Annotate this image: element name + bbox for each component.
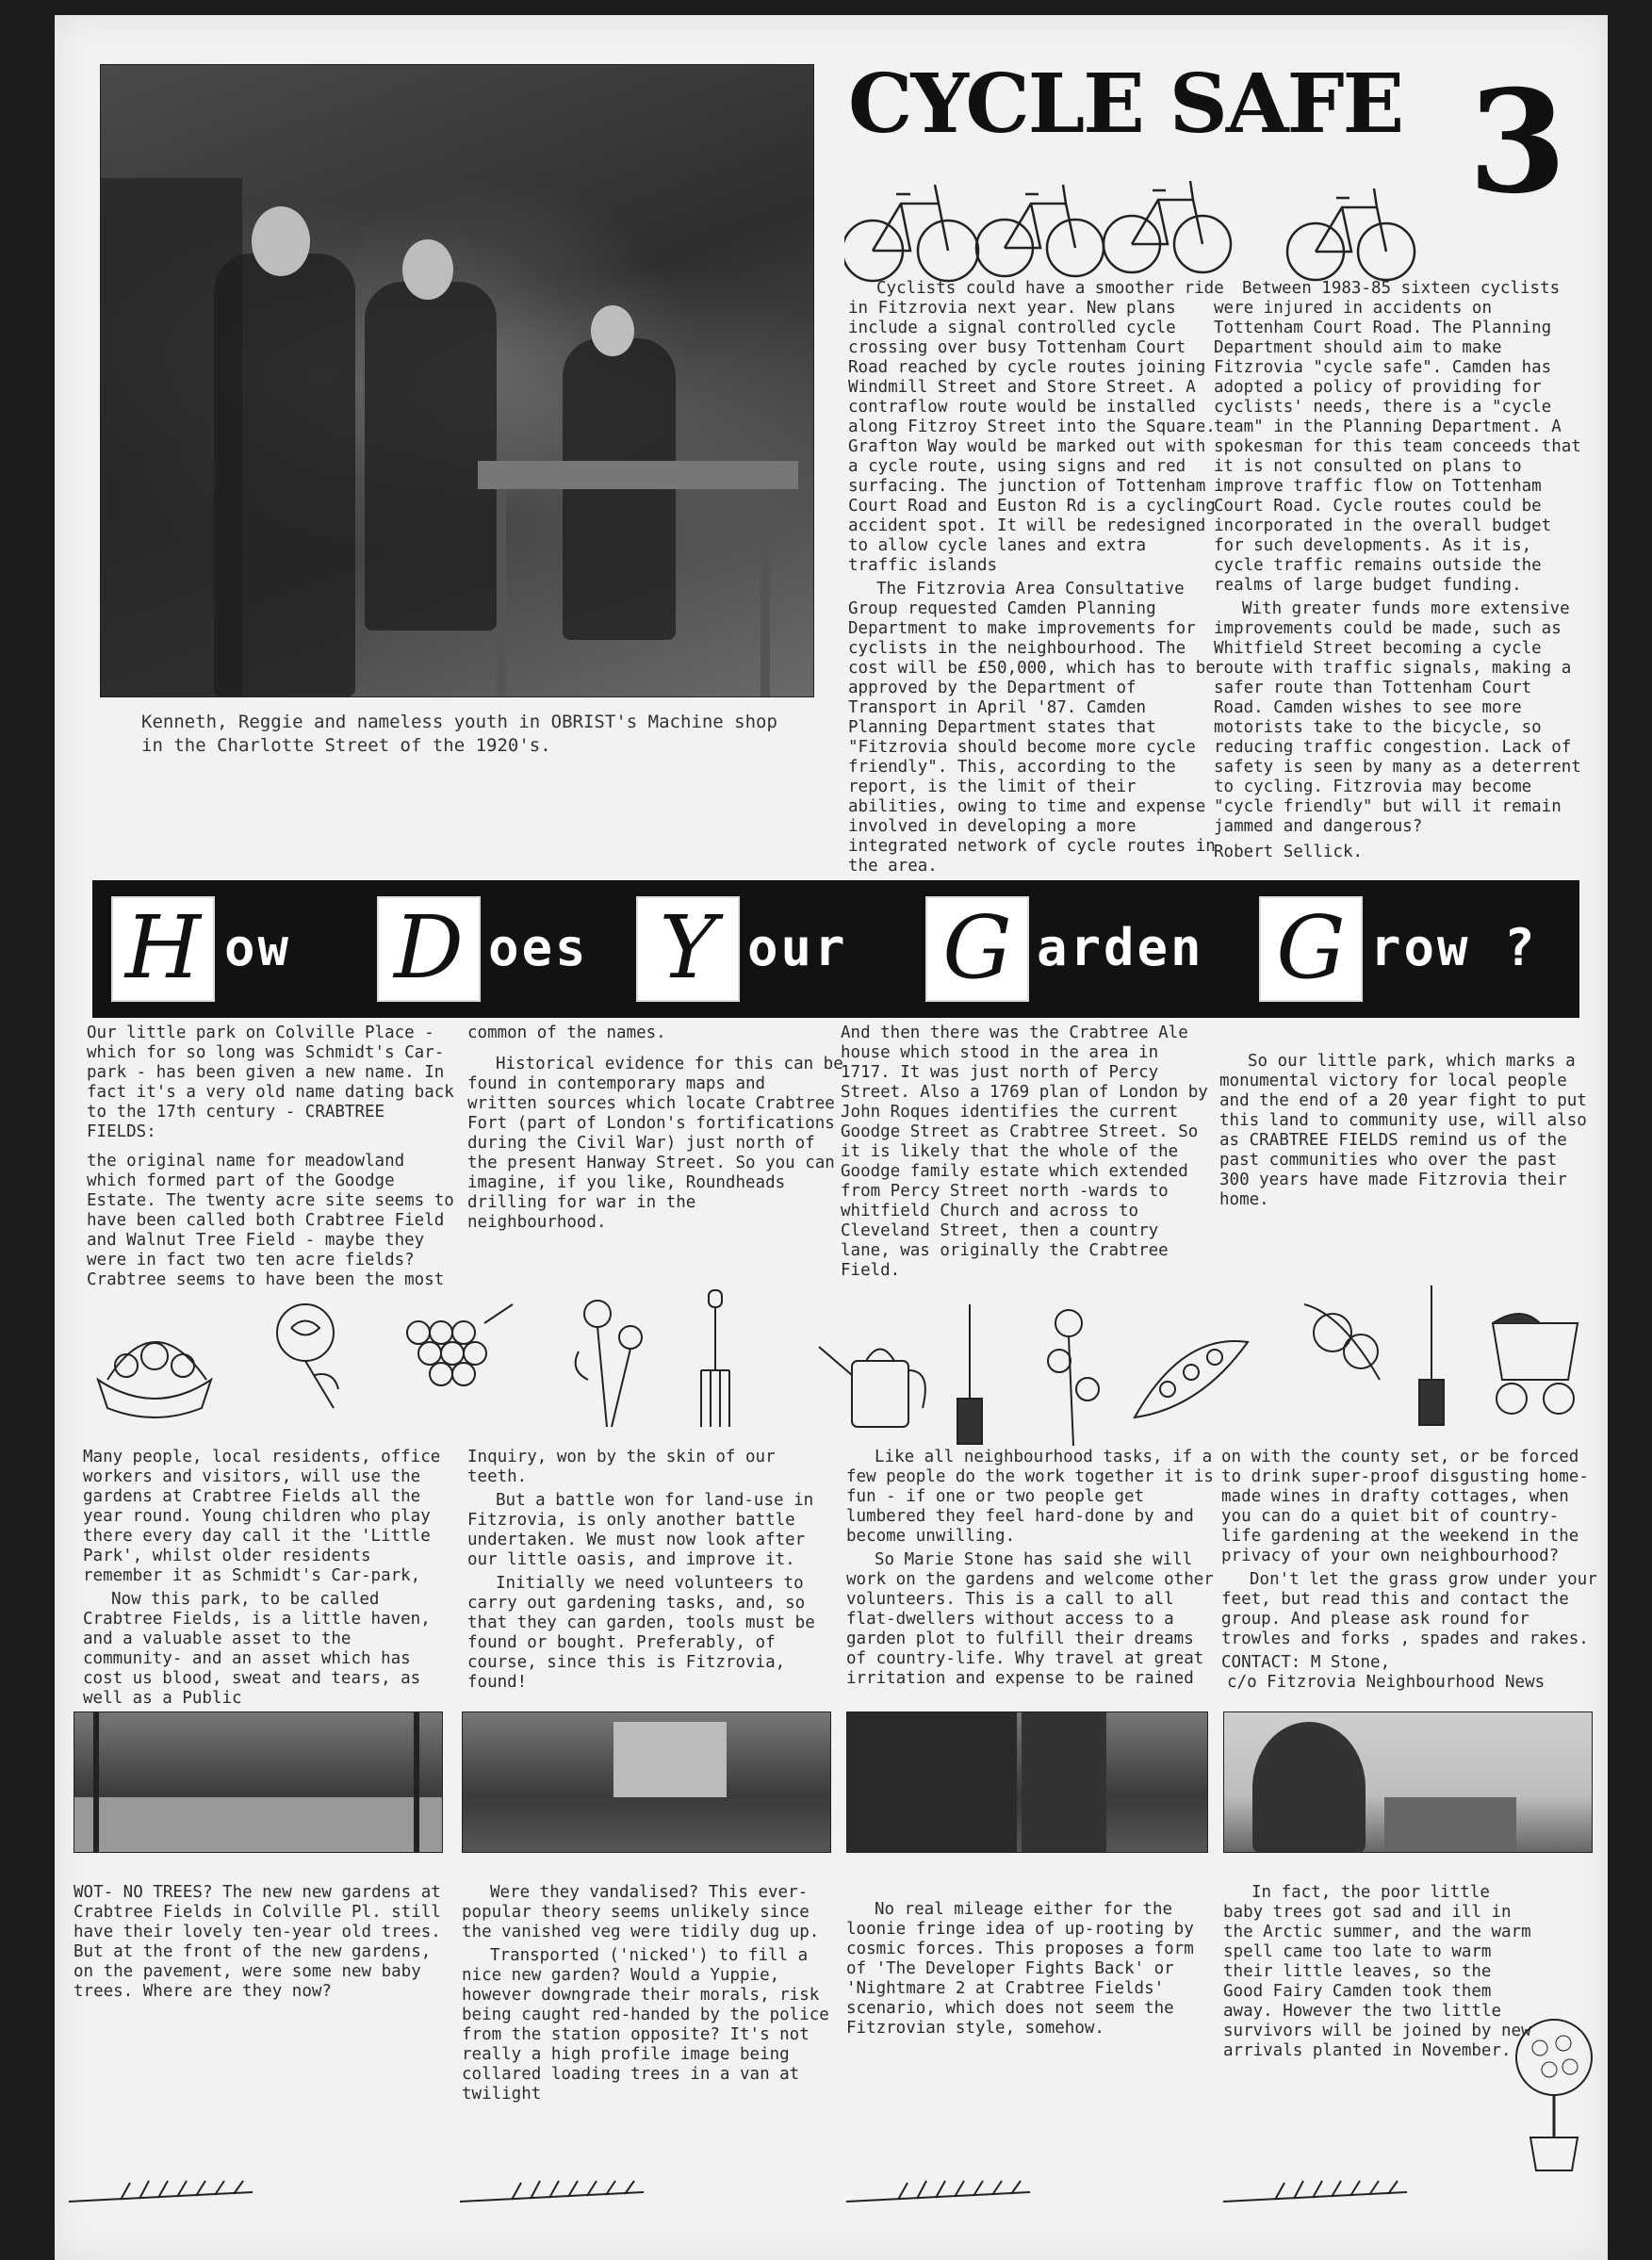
paragraph: common of the names. xyxy=(467,1024,666,1042)
spade-icon xyxy=(1419,1286,1444,1425)
garden-upper-column-2 xyxy=(467,1024,844,1236)
crabtree-pavement-photo xyxy=(74,1711,443,1853)
garden-lower-column-3 xyxy=(846,1448,1216,1693)
trees-column-4 xyxy=(1223,1883,1534,2065)
drop-cap: G xyxy=(1259,896,1363,1002)
fern-sprig-icon xyxy=(455,2173,653,2211)
pram-icon xyxy=(1493,1314,1578,1414)
paragraph: Cyclists could have a smoother ride in Fitzrovia next year. New plans include a signal controlled cycle crossing over busy Tottenham Court Road reached by cycle routes joining Windmill Street and Store Street. A contraflow route would be installed along Fitzroy Street into the Square. Grafton Way would be marked out with a cycle route, using signs and red surfacing. The junction of Tottenham Court Road and Euston Rd is a cycling accident spot. It will be redesigned to allow cycle lanes and extra traffic islands xyxy=(848,279,1224,575)
machine-shop-photo xyxy=(100,64,814,697)
building xyxy=(1022,1712,1106,1853)
paragraph: Inquiry, won by the skin of our teeth. xyxy=(467,1448,776,1486)
bicycle-icon xyxy=(976,185,1104,276)
paragraph: Don't let the grass grow under your feet, but read this and contact the group. And please ask round for trowles and forks , spades and rakes. xyxy=(1221,1570,1597,1648)
flower-sprig-icon xyxy=(1048,1310,1099,1446)
paragraph: Our little park on Colville Place - which for so long was Schmidt's Car-park - has been given a new name. In fact it's a very old name dating back to the 17th century - CRABTREE FIELDS: xyxy=(87,1024,454,1141)
trees-column-3 xyxy=(846,1900,1214,2042)
caption-line-1: Kenneth, Reggie and nameless youth in OBRIST's Machine shop xyxy=(141,712,777,732)
spade-icon xyxy=(957,1304,982,1444)
fruit-branch-icon xyxy=(1304,1304,1380,1380)
bicycle-icon xyxy=(1104,181,1231,272)
paragraph: Many people, local residents, office workers and visitors, will use the gardens at Crabtree Fields all the year round. Young children who play there every day call it the 'Little Park', whilst older residents remember it as Schmidt's Car-park, xyxy=(83,1448,441,1585)
cycle-safe-column-2 xyxy=(1214,279,1587,866)
watering-can-icon xyxy=(819,1347,925,1427)
cycle-safe-column-1 xyxy=(848,279,1225,880)
tree-trunk xyxy=(93,1712,99,1853)
tree-silhouette xyxy=(847,1712,1017,1853)
drop-cap: D xyxy=(377,896,481,1002)
garden-illustrations-row xyxy=(89,1286,1596,1455)
paragraph: on with the county set, or be forced to drink super-proof disgusting home-made wines in drafty cottages, when you can do a quiet bit of country-life gardening at the weekend in the privacy of your own neighbourhood? xyxy=(1221,1448,1589,1565)
paragraph: So our little park, which marks a monumental victory for local people and the end of a 20 year fight to put this land to community use, will also as CRABTREE FIELDS remind us of the past communities who over the past 300 years have made Fitzrovia their home. xyxy=(1219,1052,1587,1209)
building xyxy=(613,1722,727,1797)
head-youth xyxy=(591,305,634,356)
potted-tree-icon xyxy=(1502,2015,1606,2175)
bench-leg xyxy=(497,489,506,696)
garden-upper-column-1 xyxy=(87,1024,464,1294)
garden-lower-column-2 xyxy=(467,1448,837,1696)
garden-banner xyxy=(92,880,1579,1018)
grapes-icon xyxy=(407,1304,513,1385)
newspaper-page xyxy=(55,15,1608,2260)
tree-silhouette xyxy=(1252,1722,1366,1853)
bicycle-icon xyxy=(1287,188,1415,280)
garden-lower-column-4 xyxy=(1221,1448,1598,1693)
drop-cap: G xyxy=(925,896,1029,1002)
trees-column-2 xyxy=(462,1883,839,2108)
figure-youth xyxy=(563,338,676,640)
paragraph: The Fitzrovia Area Consultative Group requested Camden Planning Department to make improvements for cyclists in the neighbourhood. The cost will be £50,000, which has to be approved by the Department of Transport in April '87. Camden Planning Department states that "Fitzrovia should become more cycle friendly". This, according to the report, is the limit of their abilities, owing to time and expense involved in developing a more integrated network of cycle routes in the area. xyxy=(848,580,1216,876)
author: Robert Sellick. xyxy=(1214,843,1364,861)
figure-reggie xyxy=(365,282,497,631)
street-view-photo xyxy=(462,1711,831,1853)
bench-leg xyxy=(761,489,770,696)
paragraph: Now this park, to be called Crabtree Fields, is a little haven, and a valuable asset to the community- and an asset which has cost us blood, sweat and tears, as well as a Public xyxy=(83,1590,431,1708)
pavement xyxy=(74,1797,442,1853)
cycle-safe-title: CYCLE SAFE xyxy=(848,57,1403,152)
paragraph: Were they vandalised? This ever-popular theory seems unlikely since the vanished veg were tidily dug up. xyxy=(462,1883,820,1941)
buildings-photo xyxy=(846,1711,1208,1853)
rose-icon xyxy=(277,1304,338,1408)
garden-fork-icon xyxy=(701,1290,729,1427)
caption-line-2: in the Charlotte Street of the 1920's. xyxy=(141,735,551,756)
banner-word: oes xyxy=(488,918,589,977)
contact-line: CONTACT: M Stone, xyxy=(1221,1653,1391,1672)
photo-caption xyxy=(141,711,820,758)
banner-word: arden xyxy=(1037,918,1204,977)
fern-sprig-icon xyxy=(1219,2173,1416,2211)
paragraph: Like all neighbourhood tasks, if a few people do the work together it is fun - if one or two people get lumbered they feel hard-done by and become unwilling. xyxy=(846,1448,1214,1546)
drop-cap: H xyxy=(111,896,215,1002)
garden-upper-column-3 xyxy=(841,1024,1218,1285)
head-reggie xyxy=(402,239,453,300)
banner-word: row ? xyxy=(1370,918,1538,977)
bicycles-illustration xyxy=(844,166,1429,293)
fern-sprig-icon xyxy=(64,2173,262,2211)
drop-cap: Y xyxy=(636,896,740,1002)
paragraph: But a battle won for land-use in Fitzrovia, is only another battle undertaken. We must now look after our little oasis, and improve it. xyxy=(467,1491,814,1569)
workbench xyxy=(478,461,798,489)
pea-pod-icon xyxy=(1135,1341,1248,1417)
paragraph: Initially we need volunteers to carry out gardening tasks, and, so that they can garden, tools must be found or bought. Preferably, of course, since this is Fitzrovia, found! xyxy=(467,1574,815,1692)
paragraph: So Marie Stone has said she will work on the gardens and welcome other volunteers. This is a call to all flat-dwellers without access to a garden plot to fulfill their dreams of country-life. Why travel at great irritation and expense to be rained xyxy=(846,1550,1214,1688)
paragraph: And then there was the Crabtree Ale house which stood in the area in 1717. It was just north of Percy Street. Also a 1769 plan of London by John Roques identifies the current Goodge Street as Crabtree Street. So it is likely that the whole of the Goodge family estate which extended from Percy Street north -wards to whitfield Church and across to Cleveland Street, then a country lane, was originally the Crabtree Field. xyxy=(841,1024,1208,1280)
banner-word: ow xyxy=(224,918,292,977)
tree-trunk xyxy=(414,1712,419,1853)
paragraph: Between 1983-85 sixteen cyclists were injured in accidents on Tottenham Court Road. The Planning Department should aim to make Fitzrovia "cycle safe". Camden has adopted a policy of providing for cyclists' needs, there is a "cycle team" in the Planning Department. A spokesman for this team conceeds that it is not consulted on plans to improve traffic flow on Tottenham Court Road. Cycle routes could be incorporated in the overall budget for such developments. As it is, cycle traffic remains outside the realms of large budget funding. xyxy=(1214,279,1581,595)
fern-sprig-icon xyxy=(842,2173,1039,2211)
garden-upper-column-4 xyxy=(1219,1052,1596,1214)
paragraph: In fact, the poor little baby trees got sad and ill in the Arctic summer, and the warm spell came too late to warm their little leaves, so the Good Fairy Camden took them away. However the two little survivors will be joined by new arrivals planted in November. xyxy=(1223,1883,1531,2060)
paragraph: WOT- NO TREES? The new new gardens at Crabtree Fields in Colville Pl. still have their lovely ten-year old trees. But at the front of the new gardens, on the pavement, were some new baby trees. Where are they now? xyxy=(74,1883,441,2001)
paragraph: the original name for meadowland which formed part of the Goodge Estate. The twenty acre site seems to have been called both Crabtree Field and Walnut Tree Field - maybe they were in fact two ten acre fields? Crabtree seems to have been the most xyxy=(87,1152,454,1289)
paragraph: Historical evidence for this can be found in contemporary maps and written sources which locate Crabtree Fort (part of London's fortifications during the Civil War) just north of the present Hanway Street. So you can imagine, if you like, Roundheads drilling for war in the neighbourhood. xyxy=(467,1055,843,1232)
paragraph: Transported ('nicked') to fill a nice new garden? Would a Yuppie, however downgrade their morals, risk being caught red-handed by the police from the station opposite? It's not really a high profile image being collared loading trees in a van at twilight xyxy=(462,1946,829,2104)
contact-line: c/o Fitzrovia Neighbourhood News xyxy=(1227,1673,1546,1692)
flower-basket-icon xyxy=(98,1342,211,1417)
daisy-icon xyxy=(576,1301,642,1427)
paragraph: No real mileage either for the loonie fringe idea of up-rooting by cosmic forces. This proposes a form of 'The Developer Fights Back' or 'Nightmare 2 at Crabtree Fields' scenario, which does not seem the Fitzrovian style, somehow. xyxy=(846,1900,1194,2038)
page-number: 3 xyxy=(1468,59,1567,225)
bicycle-icon xyxy=(844,185,978,281)
head-kenneth xyxy=(252,206,310,276)
figure-kenneth xyxy=(214,254,355,696)
banner-word: our xyxy=(747,918,848,977)
trees-column-1 xyxy=(74,1883,450,2006)
building xyxy=(1384,1797,1516,1853)
sky-tree-photo xyxy=(1223,1711,1593,1853)
garden-lower-column-1 xyxy=(83,1448,450,1712)
paragraph: With greater funds more extensive improvements could be made, such as Whitfield Street becoming a cycle route with traffic signals, making a safer route than Tottenham Court Road. Camden wishes to see more motorists take to the bicycle, so reducing traffic congestion. Lack of safety is seen by many as a deterrent to cycling. Fitzrovia may become "cycle friendly" but will it remain jammed and dangerous? xyxy=(1214,599,1581,836)
